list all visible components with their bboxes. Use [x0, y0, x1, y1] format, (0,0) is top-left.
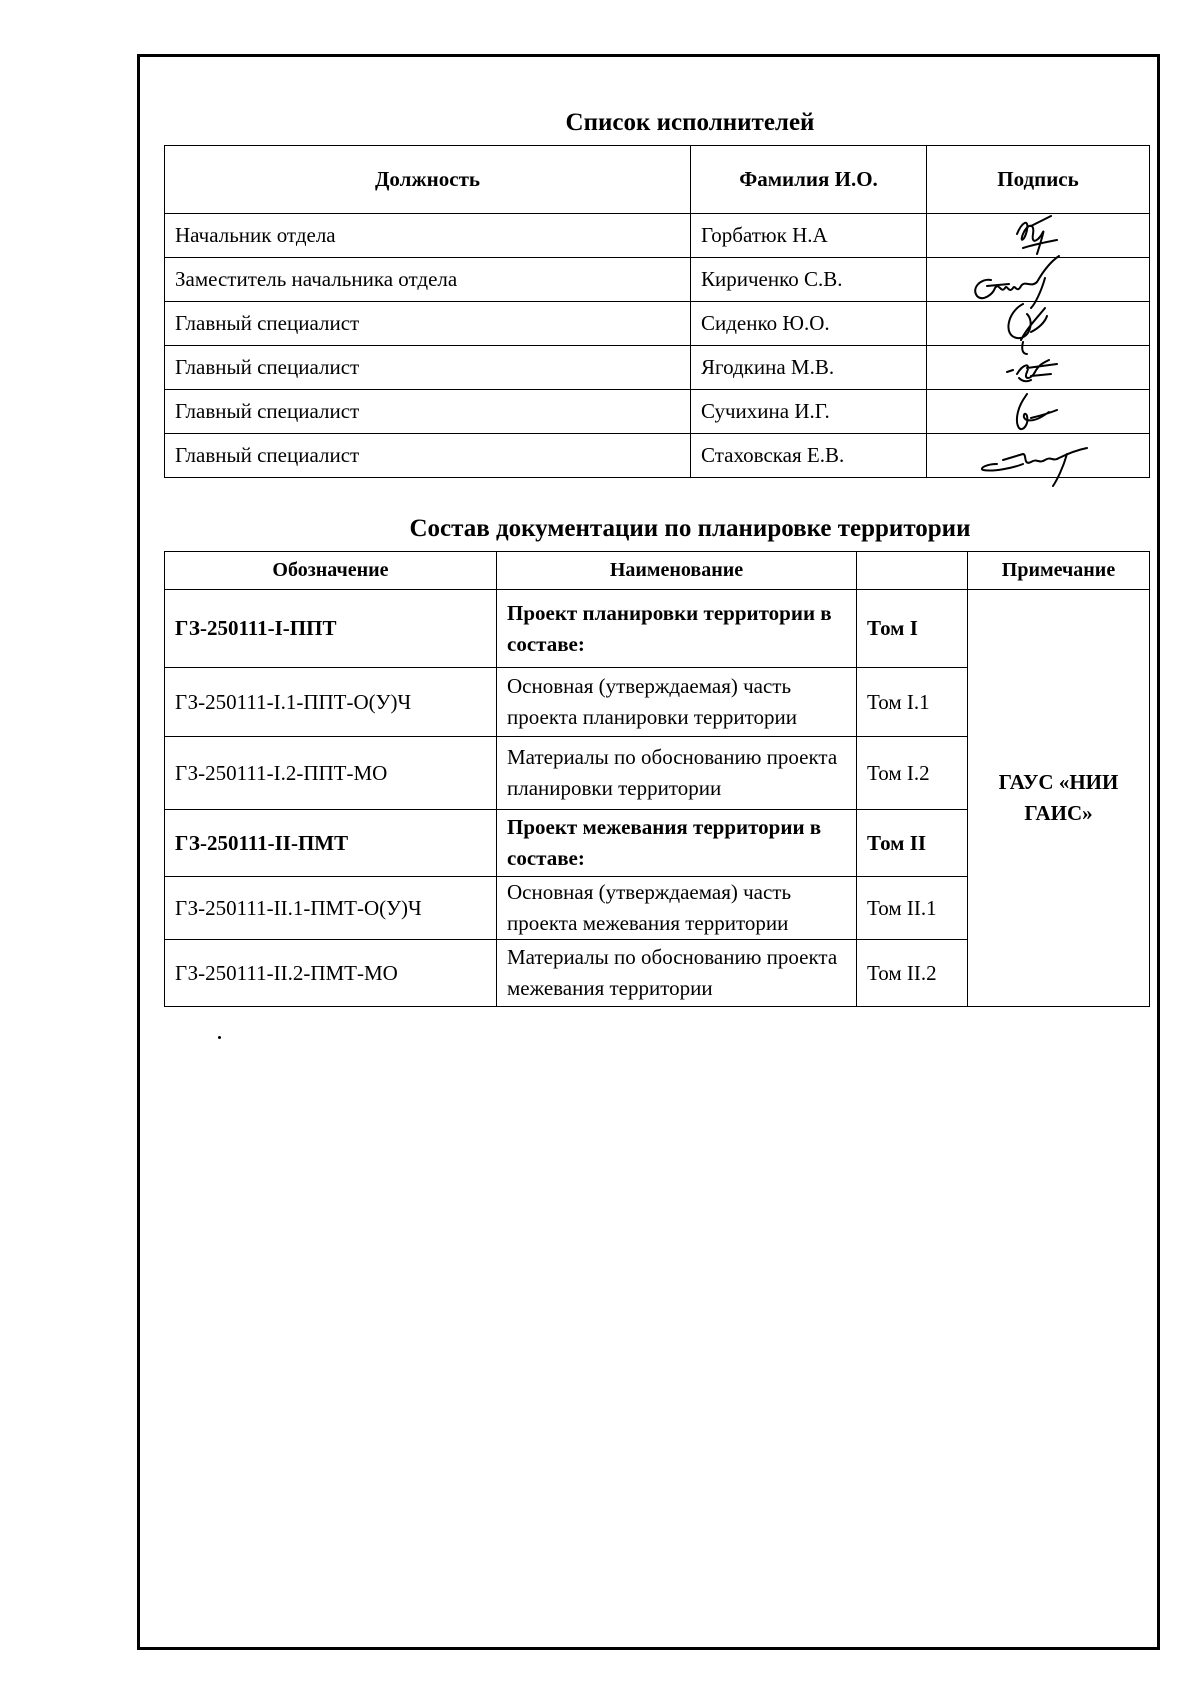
volume-cell: Том I.2: [857, 737, 968, 810]
volume-cell: Том II.2: [857, 940, 968, 1007]
position-cell: Заместитель начальника отдела: [165, 258, 691, 302]
docs-list-title: Состав документации по планировке территории: [409, 515, 971, 542]
name-cell: Ягодкина М.В.: [691, 346, 927, 390]
name-cell: Сучихина И.Г.: [691, 390, 927, 434]
doc-name-cell: Материалы по обоснованию проекта планировки территории: [497, 737, 857, 810]
name-cell: Сиденко Ю.О.: [691, 302, 927, 346]
staff-row: [165, 434, 1150, 478]
designation-cell: ГЗ-250111-I-ППТ: [165, 590, 497, 668]
stray-dot: [218, 1036, 221, 1039]
docs-header-row: [165, 552, 1150, 590]
staff-table: [164, 145, 1150, 478]
doc-name-cell: Материалы по обоснованию проекта межевания территории: [497, 940, 857, 1007]
position-cell: Главный специалист: [165, 434, 691, 478]
position-cell: Главный специалист: [165, 390, 691, 434]
signature-cell: [927, 434, 1150, 478]
volume-header: [857, 552, 968, 590]
name-header: Фамилия И.О.: [691, 146, 927, 214]
name-cell: Кириченко С.В.: [691, 258, 927, 302]
position-cell: Главный специалист: [165, 346, 691, 390]
designation-cell: ГЗ-250111-II-ПМТ: [165, 810, 497, 877]
note-cell: ГАУС «НИИ ГАИС»: [968, 590, 1150, 1007]
name-cell: Стаховская Е.В.: [691, 434, 927, 478]
position-cell: Главный специалист: [165, 302, 691, 346]
volume-cell: Том I.1: [857, 668, 968, 737]
note-header: Примечание: [968, 552, 1150, 590]
designation-cell: ГЗ-250111-II.1-ПМТ-О(У)Ч: [165, 877, 497, 940]
doc-name-cell: Проект планировки территории в составе:: [497, 590, 857, 668]
volume-cell: Том I: [857, 590, 968, 668]
doc-name-cell: Основная (утверждаемая) часть проекта межевания территории: [497, 877, 857, 940]
volume-cell: Том II: [857, 810, 968, 877]
designation-cell: ГЗ-250111-II.2-ПМТ-МО: [165, 940, 497, 1007]
doc-name-cell: Проект межевания территории в составе:: [497, 810, 857, 877]
designation-cell: ГЗ-250111-I.1-ППТ-О(У)Ч: [165, 668, 497, 737]
signature-header: Подпись: [927, 146, 1150, 214]
staff-list-title: Список исполнителей: [565, 109, 815, 136]
signature-image: [927, 424, 1147, 490]
doc-name-cell: Основная (утверждаемая) часть проекта планировки территории: [497, 668, 857, 737]
docs-row: [165, 590, 1150, 668]
designation-cell: ГЗ-250111-I.2-ППТ-МО: [165, 737, 497, 810]
designation-header: Обозначение: [165, 552, 497, 590]
position-cell: Начальник отдела: [165, 214, 691, 258]
docs-table: [164, 551, 1150, 1007]
name-cell: Горбатюк Н.А: [691, 214, 927, 258]
position-header: Должность: [165, 146, 691, 214]
doc-name-header: Наименование: [497, 552, 857, 590]
volume-cell: Том II.1: [857, 877, 968, 940]
